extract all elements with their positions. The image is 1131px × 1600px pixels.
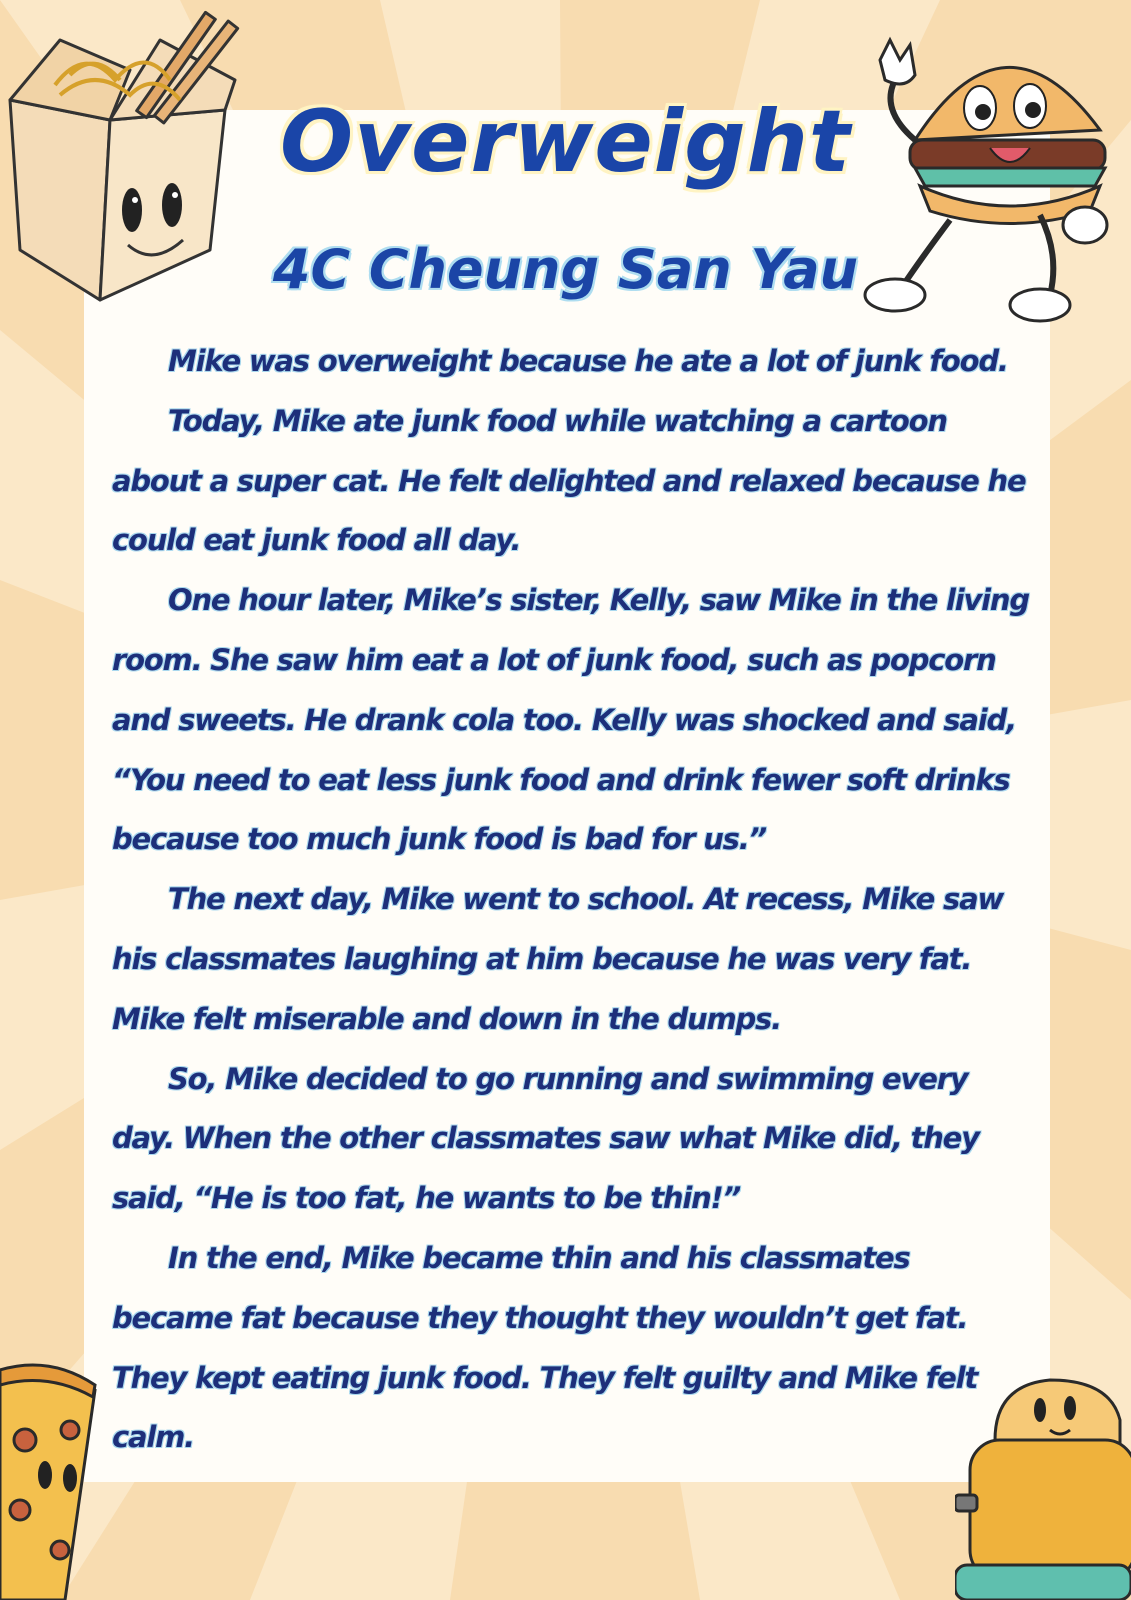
pizza-slice-icon: [0, 1360, 130, 1600]
page-title: Overweight: [279, 92, 852, 192]
author-line: 4C Cheung San Yau: [272, 238, 859, 301]
story-paragraph: The next day, Mike went to school. At recess, Mike saw his classmates laughing at him because he was very fat. Mike felt miserable and down in the dumps.: [112, 882, 1004, 1036]
story-paragraph: In the end, Mike became thin and his classmates became fat because they thought they wouldn’t get fat. They kept eating junk food. They felt guilty and Mike felt calm.: [112, 1240, 978, 1455]
story-text: [112, 332, 1032, 1468]
story-paragraph: One hour later, Mike’s sister, Kelly, saw Mike in the living room. She saw him eat a lot of junk food, such as popcorn and sweets. He drank cola too. Kelly was shocked and said, “You need to eat less junk food and drink fewer soft drinks because too much junk food is bad for us.”: [112, 583, 1029, 857]
story-paragraph: So, Mike decided to go running and swimming every day. When the other classmates saw what Mike did, they said, “He is too fat, he wants to be thin!”: [112, 1061, 979, 1216]
story-paragraph: Today, Mike ate junk food while watching a cartoon about a super cat. He felt delighted and relaxed because he could eat junk food all day.: [112, 403, 1026, 558]
story-paragraph: Mike was overweight because he ate a lot of junk food.: [168, 344, 1008, 378]
